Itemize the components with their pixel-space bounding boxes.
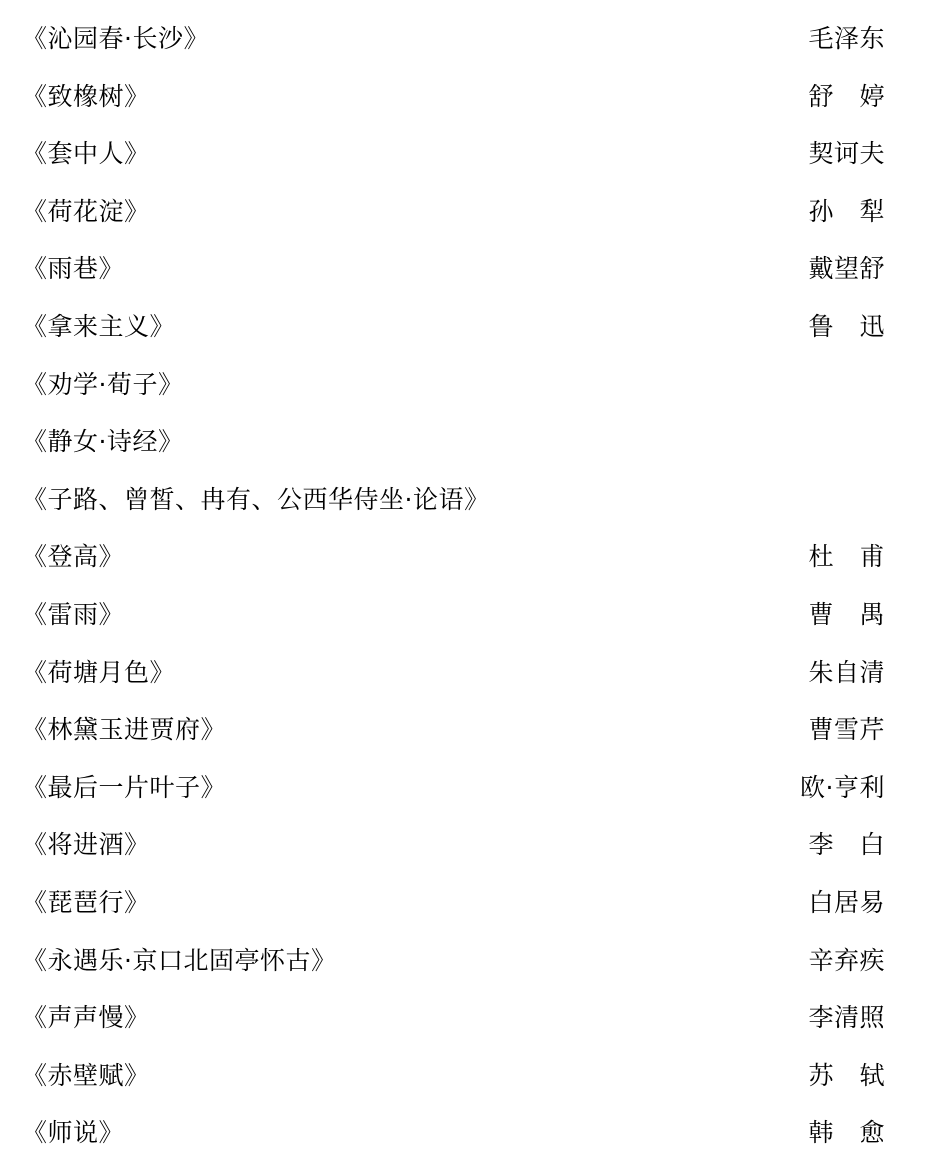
list-item — [22, 1104, 885, 1162]
work-author: 孙 犁 — [808, 196, 885, 226]
list-item — [22, 816, 885, 874]
work-author: 鲁 迅 — [808, 311, 885, 341]
work-author: 李 白 — [808, 830, 885, 860]
work-title: 《声声慢》 — [22, 1003, 150, 1033]
work-title: 《荷塘月色》 — [22, 657, 176, 687]
work-title: 《琵琶行》 — [22, 887, 150, 917]
list-item — [22, 125, 885, 183]
work-title: 《师说》 — [22, 1118, 125, 1148]
list-item — [22, 183, 885, 241]
work-author: 白居易 — [808, 887, 885, 917]
work-author: 杜 甫 — [808, 542, 885, 572]
work-title: 《永遇乐·京口北固亭怀古》 — [22, 945, 337, 975]
work-author: 朱自清 — [808, 657, 885, 687]
list-item — [22, 471, 885, 529]
work-title: 《登高》 — [22, 542, 125, 572]
list-item — [22, 989, 885, 1047]
work-title: 《静女·诗经》 — [22, 427, 184, 457]
work-author: 毛泽东 — [808, 24, 885, 53]
list-item — [22, 932, 885, 990]
work-author: 欧·亨利 — [800, 772, 885, 802]
list-item — [22, 644, 885, 702]
list-item — [22, 701, 885, 759]
work-title: 《子路、曾皙、冉有、公西华侍坐·论语》 — [22, 484, 490, 514]
list-item — [22, 1047, 885, 1105]
work-title: 《赤壁赋》 — [22, 1060, 150, 1090]
work-title: 《将进酒》 — [22, 830, 150, 860]
work-author: 曹 禺 — [808, 599, 885, 629]
work-title: 《劝学·荀子》 — [22, 369, 184, 399]
work-title: 《最后一片叶子》 — [22, 772, 227, 802]
work-title: 《雷雨》 — [22, 599, 125, 629]
work-author: 戴望舒 — [808, 254, 885, 284]
work-title: 《林黛玉进贾府》 — [22, 715, 227, 745]
list-item — [22, 356, 885, 414]
list-item — [22, 759, 885, 817]
list-item — [22, 586, 885, 644]
list-item — [22, 240, 885, 298]
work-title: 《沁园春·长沙》 — [22, 24, 209, 53]
work-title: 《致橡树》 — [22, 81, 150, 111]
list-item — [22, 413, 885, 471]
work-title: 《荷花淀》 — [22, 196, 150, 226]
work-author: 苏 轼 — [808, 1060, 885, 1090]
list-item — [22, 298, 885, 356]
work-author: 曹雪芹 — [808, 715, 885, 745]
work-title: 《拿来主义》 — [22, 311, 176, 341]
work-title: 《套中人》 — [22, 139, 150, 169]
work-author: 契诃夫 — [808, 139, 885, 169]
list-item — [22, 10, 885, 68]
work-title: 《雨巷》 — [22, 254, 125, 284]
work-author: 韩 愈 — [808, 1118, 885, 1148]
work-author: 李清照 — [808, 1003, 885, 1033]
work-author: 辛弃疾 — [808, 945, 885, 975]
list-item — [22, 68, 885, 126]
list-item — [22, 874, 885, 932]
list-item — [22, 528, 885, 586]
work-author: 舒 婷 — [808, 81, 885, 111]
